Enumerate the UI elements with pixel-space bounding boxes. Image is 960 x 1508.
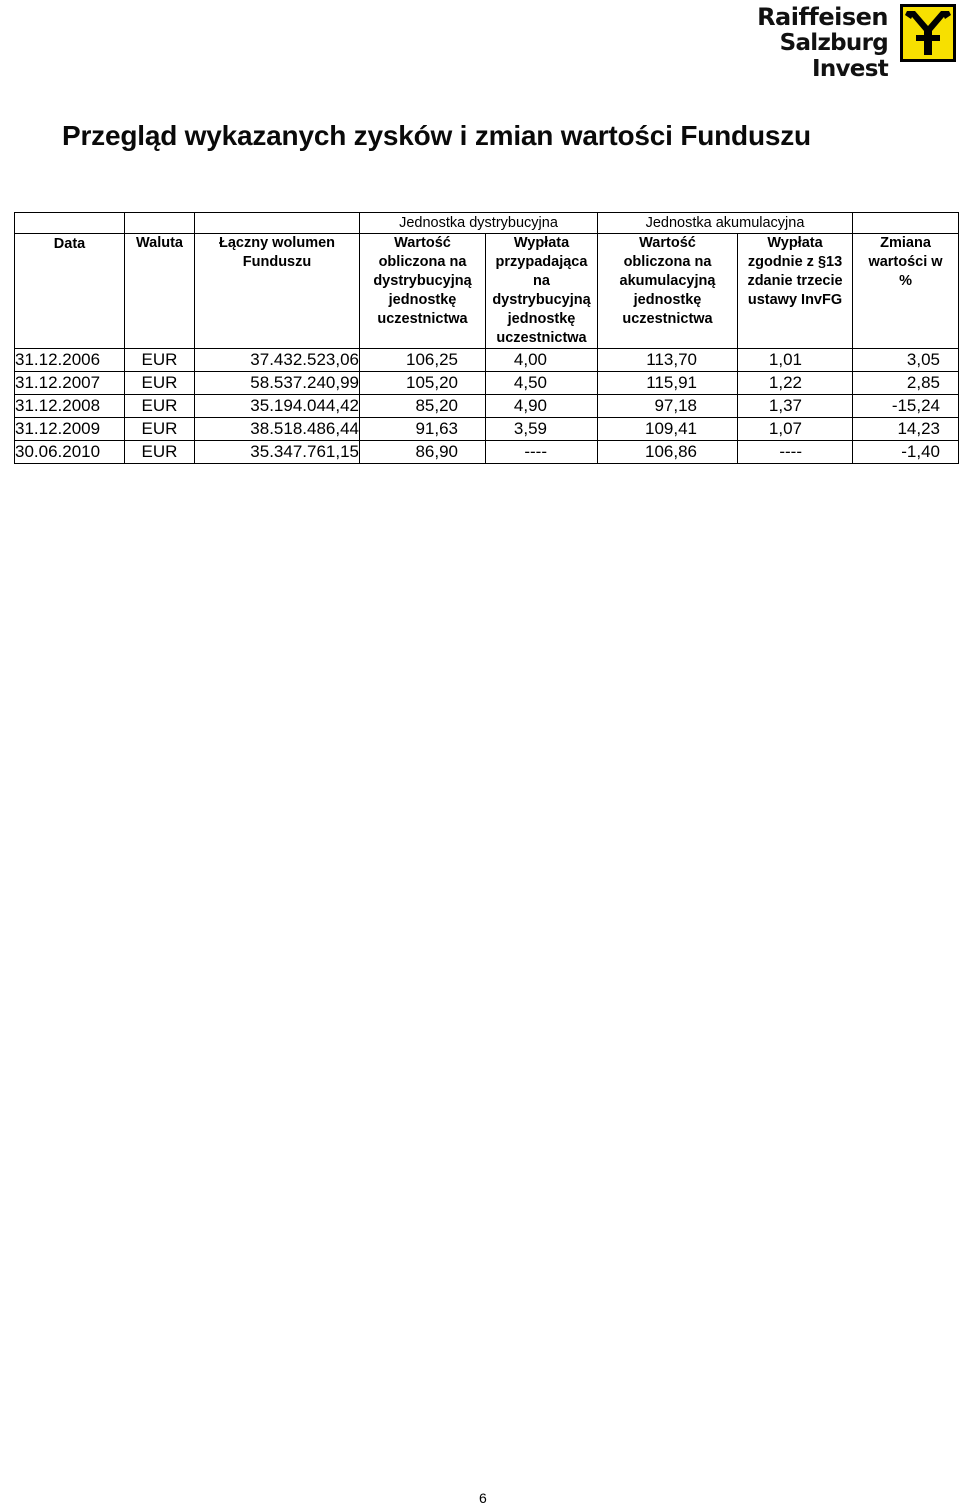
page-number: 6 (479, 1490, 487, 1506)
cell-currency: EUR (125, 372, 195, 395)
column-header-acc-value: Wartość obliczona na akumulacyjną jednostkę uczestnictwa (598, 234, 738, 349)
column-header-dist-payout: Wypłata przypadająca na dystrybucyjną jednostkę uczestnictwa (486, 234, 598, 349)
cell-acc-value: 113,70 (598, 349, 738, 372)
cell-dist-value: 85,20 (360, 395, 486, 418)
cell-acc-payout: 1,01 (738, 349, 853, 372)
raiffeisen-logo (718, 2, 958, 82)
cell-dist-value: 105,20 (360, 372, 486, 395)
group-header-empty (125, 213, 195, 234)
cell-volume: 37.432.523,06 (195, 349, 360, 372)
logo-line-2: Salzburg Invest (779, 30, 888, 82)
cell-volume: 35.347.761,15 (195, 441, 360, 464)
column-header-change: Zmiana wartości w % (853, 234, 959, 349)
cell-acc-value: 97,18 (598, 395, 738, 418)
cell-change: 3,05 (853, 349, 959, 372)
cell-dist-payout: 4,90 (486, 395, 598, 418)
group-header-empty (195, 213, 360, 234)
table-row (15, 418, 959, 441)
cell-date: 31.12.2006 (15, 349, 125, 372)
table-row (15, 349, 959, 372)
table-row (15, 372, 959, 395)
group-header-distribution: Jednostka dystrybucyjna (360, 213, 598, 234)
group-header-row (15, 213, 959, 234)
table-row (15, 395, 959, 418)
cell-currency: EUR (125, 418, 195, 441)
cell-change: 14,23 (853, 418, 959, 441)
fund-performance-table (14, 212, 959, 464)
cell-acc-value: 106,86 (598, 441, 738, 464)
cell-currency: EUR (125, 441, 195, 464)
column-header-volume: Łączny wolumen Funduszu (195, 234, 360, 349)
cell-currency: EUR (125, 395, 195, 418)
column-header-currency: Waluta (125, 234, 195, 349)
cell-dist-value: 91,63 (360, 418, 486, 441)
cell-dist-payout: ---- (486, 441, 598, 464)
cell-acc-payout: ---- (738, 441, 853, 464)
cell-volume: 35.194.044,42 (195, 395, 360, 418)
cell-change: -15,24 (853, 395, 959, 418)
group-header-empty (853, 213, 959, 234)
group-header-accumulation: Jednostka akumulacyjna (598, 213, 853, 234)
column-header-row (15, 234, 959, 349)
cell-date: 31.12.2008 (15, 395, 125, 418)
logo-wordmark (718, 4, 888, 82)
page-title: Przegląd wykazanych zysków i zmian wartości Funduszu (62, 120, 811, 151)
cell-dist-payout: 3,59 (486, 418, 598, 441)
cell-acc-payout: 1,07 (738, 418, 853, 441)
column-header-acc-payout: Wypłata zgodnie z §13 zdanie trzecie ustawy InvFG (738, 234, 853, 349)
cell-date: 31.12.2009 (15, 418, 125, 441)
logo-line-1: Raiffeisen (757, 3, 888, 31)
cell-acc-value: 115,91 (598, 372, 738, 395)
cell-dist-payout: 4,50 (486, 372, 598, 395)
cell-dist-value: 106,25 (360, 349, 486, 372)
cell-acc-payout: 1,22 (738, 372, 853, 395)
cell-date: 30.06.2010 (15, 441, 125, 464)
cell-dist-value: 86,90 (360, 441, 486, 464)
cell-currency: EUR (125, 349, 195, 372)
column-header-date: Data (15, 234, 125, 349)
group-header-empty (15, 213, 125, 234)
cell-volume: 38.518.486,44 (195, 418, 360, 441)
cell-change: 2,85 (853, 372, 959, 395)
cell-volume: 58.537.240,99 (195, 372, 360, 395)
cell-acc-value: 109,41 (598, 418, 738, 441)
cell-dist-payout: 4,00 (486, 349, 598, 372)
cell-change: -1,40 (853, 441, 959, 464)
cell-date: 31.12.2007 (15, 372, 125, 395)
gable-cross-icon (900, 4, 956, 62)
column-header-dist-value: Wartość obliczona na dystrybucyjną jednostkę uczestnictwa (360, 234, 486, 349)
cell-acc-payout: 1,37 (738, 395, 853, 418)
table-row (15, 441, 959, 464)
